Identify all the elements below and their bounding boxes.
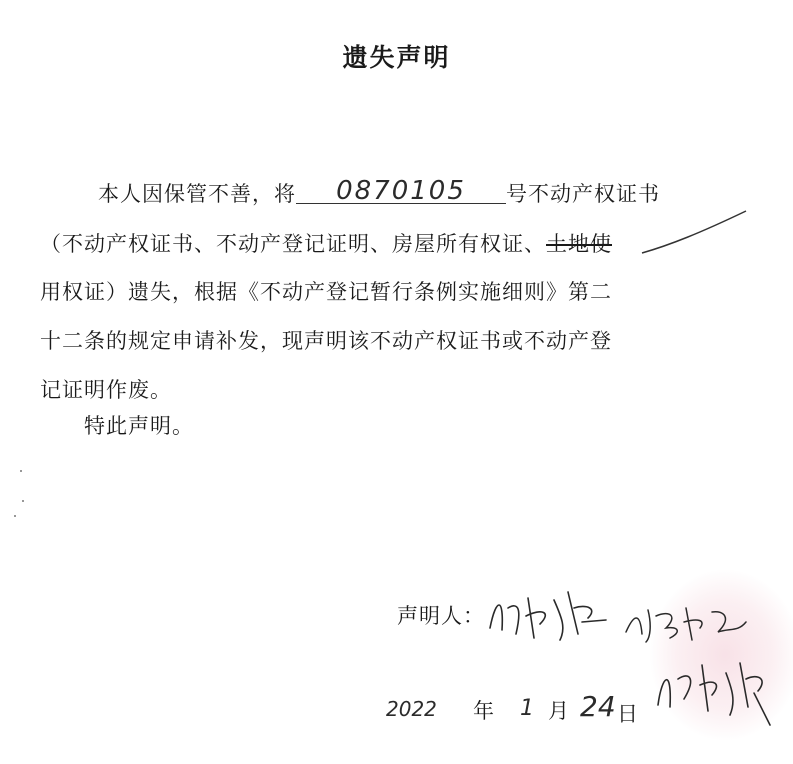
body-line-5: 记证明作废。	[40, 378, 172, 402]
certificate-number: 0870105	[296, 179, 506, 204]
scan-dot	[20, 470, 22, 472]
scan-dot	[14, 515, 16, 517]
line-1-suffix: 号不动产权证书	[506, 182, 660, 206]
date-day-unit: 日	[617, 702, 639, 726]
signature-2	[620, 592, 760, 647]
line-2-text: （不动产权证书、不动产登记证明、房屋所有权证、	[40, 232, 546, 256]
body-line-2	[40, 228, 612, 258]
line-1-prefix: 本人因保管不善，将	[98, 182, 296, 206]
date-month-unit: 月	[548, 699, 570, 723]
date-year-unit: 年	[473, 699, 495, 723]
date-month: 1	[520, 696, 534, 721]
strike-mark	[640, 205, 750, 265]
body-line-6: 特此声明。	[84, 414, 194, 438]
date-year: 2022	[386, 697, 437, 721]
body-line-1	[98, 178, 660, 208]
body-line-4: 十二条的规定申请补发，现声明该不动产权证书或不动产登	[40, 329, 612, 353]
page-title: 遗失声明	[342, 43, 451, 72]
crossed-out-text: 土地使	[546, 232, 612, 256]
signature-1	[482, 578, 612, 648]
signature-3	[650, 645, 785, 730]
body-line-3: 用权证）遗失，根据《不动产登记暂行条例实施细则》第二	[40, 280, 612, 304]
date-day: 24	[580, 690, 616, 723]
scan-dot	[22, 500, 24, 502]
declarant-label: 声明人：	[397, 604, 485, 628]
